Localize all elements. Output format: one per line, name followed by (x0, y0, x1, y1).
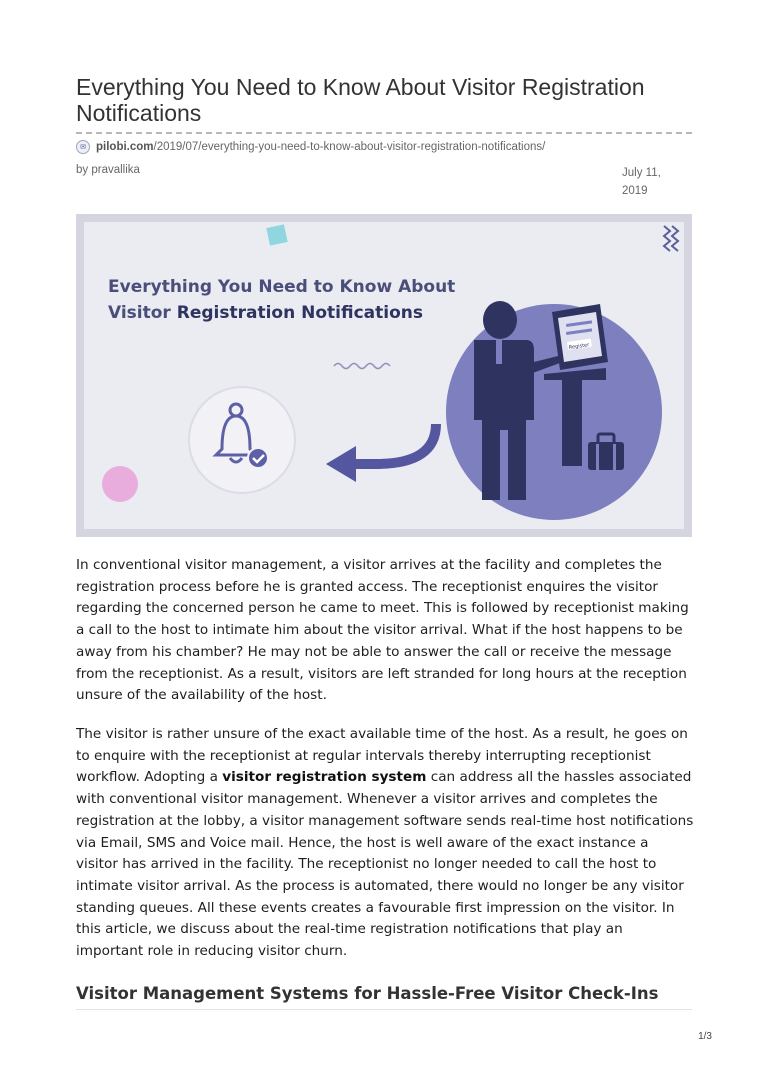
page-title: Everything You Need to Know About Visitor Registration Notifications (76, 74, 645, 126)
paragraph-2 (76, 724, 694, 963)
teal-square-decoration (266, 224, 287, 245)
hero-heading-line2-a: Visitor (108, 303, 177, 323)
hero-heading-line2 (108, 300, 488, 326)
left-arrow-icon (326, 424, 436, 482)
hero-illustration (76, 214, 692, 537)
zigzag-icon (664, 226, 678, 251)
section-heading: Visitor Management Systems for Hassle-Free Visitor Check-Ins (76, 984, 692, 1010)
hero-heading (108, 274, 488, 326)
author-byline: by pravallika (76, 164, 140, 176)
pink-circle-decoration (102, 466, 138, 502)
paragraph-2-start: The visitor is rather unsure of the exact available time of the host. As a result, he goes on to enquire with the receptionist at regular intervals thereby interrupting receptionist workflow. Adopting a (76, 726, 688, 786)
title-divider (76, 132, 692, 134)
source-path: /2019/07/everything-you-need-to-know-about-visitor-registration-notifications/ (153, 141, 546, 153)
squiggle-decoration (334, 364, 390, 369)
bell-circle (189, 387, 295, 493)
kiosk-label: Register (568, 342, 590, 351)
source-domain: pilobi.com (96, 141, 154, 153)
hero-image (76, 214, 692, 537)
source-url[interactable] (76, 138, 545, 156)
hero-heading-line1: Everything You Need to Know About (108, 277, 456, 297)
publish-date: July 11, 2019 (622, 167, 661, 197)
visitor-registration-system-link[interactable]: visitor registration system (222, 769, 427, 786)
hero-heading-line2-b: Registration Notifications (176, 303, 423, 323)
paragraph-2-end: can address all the hassles associated with conventional visitor management. Whenever a visitor arrives and completes the registration at the lobby, a visitor management software sends real-time host notifications via Email, SMS and Voice mail. Hence, the host is well aware of the exact instance a visitor has arrived in the facility. The receptionist no longer needed to call the host to intimate visitor arrival. As the process is automated, there would no longer be any visitor standing queues. All these events creates a favourable first impression on the visitor. In this article, we discuss about the real-time registration notifications that play an important role in reducing visitor churn. (76, 769, 694, 960)
paragraph-1: In conventional visitor management, a visitor arrives at the facility and completes the registration process before he is granted access. The receptionist enquires the visitor regarding the concerned person he came to meet. This is followed by receptionist making a call to the host to intimate him about the visitor arrival. What if the host happens to be away from his chamber? He may not be able to answer the call or receive the message from the receptionist. As a result, visitors are left stranded for long hours at the reception unsure of the availability of the host. (76, 557, 689, 704)
site-favicon-icon: ✉ (76, 140, 90, 154)
page-number: 1/3 (698, 1031, 712, 1042)
